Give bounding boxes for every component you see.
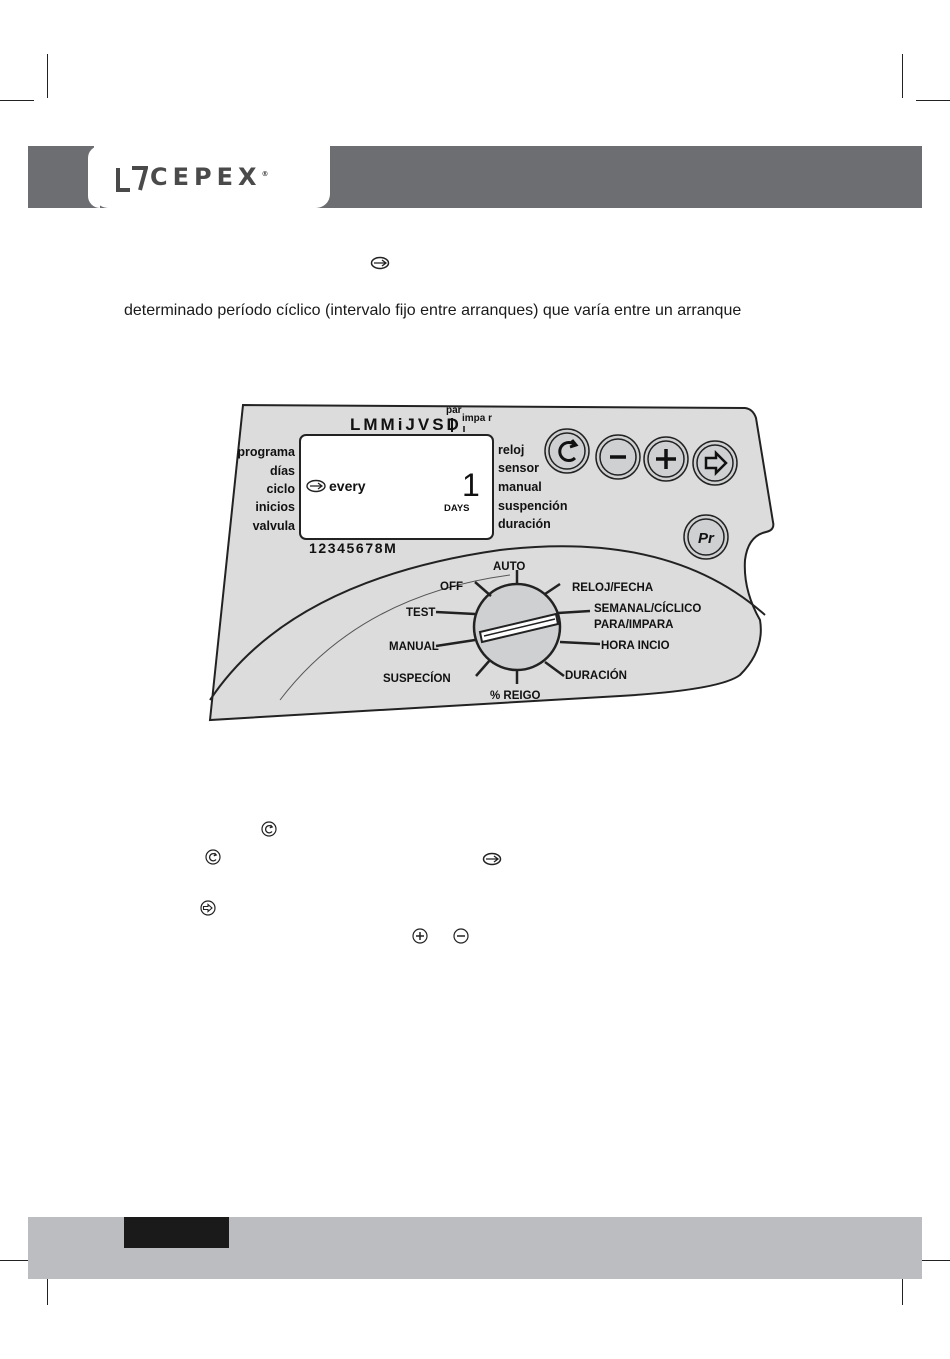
lcd-every-text: every	[329, 478, 366, 494]
label-suspencion: suspención	[498, 499, 568, 513]
arrow-right-icon	[200, 900, 216, 916]
par-label: par	[446, 405, 462, 416]
dial-manual: MANUAL	[389, 641, 439, 653]
crop-mark	[47, 54, 48, 98]
dial-reigo: % REIGO	[490, 690, 541, 702]
cycle-button-icon	[205, 849, 221, 865]
cycle-days-icon	[482, 852, 502, 866]
label-dias: días	[269, 464, 295, 478]
crop-mark	[902, 54, 903, 98]
label-programa: programa	[237, 445, 295, 459]
lcd-value: 1	[462, 467, 480, 503]
cepex-logo-icon	[114, 166, 148, 192]
cycle-button[interactable]	[545, 429, 589, 473]
label-ciclo: ciclo	[266, 482, 295, 496]
body-paragraph: determinado período cíclico (intervalo fijo entre arranques) que varía entre un arranque	[124, 302, 742, 319]
minus-icon	[453, 928, 469, 944]
dial-auto: AUTO	[493, 561, 526, 573]
crop-mark	[916, 100, 950, 101]
label-sensor: sensor	[498, 461, 539, 475]
crop-mark	[0, 100, 34, 101]
dial-suspecion: SUSPECÍON	[383, 673, 451, 685]
label-inicios: inicios	[255, 500, 295, 514]
label-duracion: duración	[498, 517, 551, 531]
label-reloj: reloj	[498, 443, 525, 457]
dial-duracion: DURACIÓN	[565, 670, 627, 682]
weekday-row: LMMiJVSD	[350, 415, 462, 434]
dial-para-impara: PARA/IMPARA	[594, 619, 674, 631]
controller-panel	[200, 400, 780, 725]
footer-tab	[124, 1217, 229, 1248]
impar-label: impa r	[462, 413, 493, 424]
cycle-button-icon	[261, 821, 277, 837]
dial-test: TEST	[406, 607, 436, 619]
lcd-unit: DAYS	[444, 503, 470, 514]
dial-reloj-fecha: RELOJ/FECHA	[572, 582, 654, 594]
label-manual: manual	[498, 480, 542, 494]
plus-icon	[412, 928, 428, 944]
logo-text: CEPEX®	[150, 163, 269, 191]
station-numbers: 12345678M	[309, 540, 398, 556]
dial-hora-inicio: HORA INCIO	[601, 640, 670, 652]
minus-button[interactable]	[596, 435, 640, 479]
dial-semanal: SEMANAL/CÍCLICO	[594, 603, 702, 615]
dial-off: OFF	[440, 581, 463, 593]
plus-button[interactable]	[644, 437, 688, 481]
cycle-days-icon	[370, 256, 390, 270]
pr-button-label: Pr	[698, 530, 714, 547]
label-valvula: valvula	[252, 519, 295, 533]
next-button[interactable]	[693, 441, 737, 485]
